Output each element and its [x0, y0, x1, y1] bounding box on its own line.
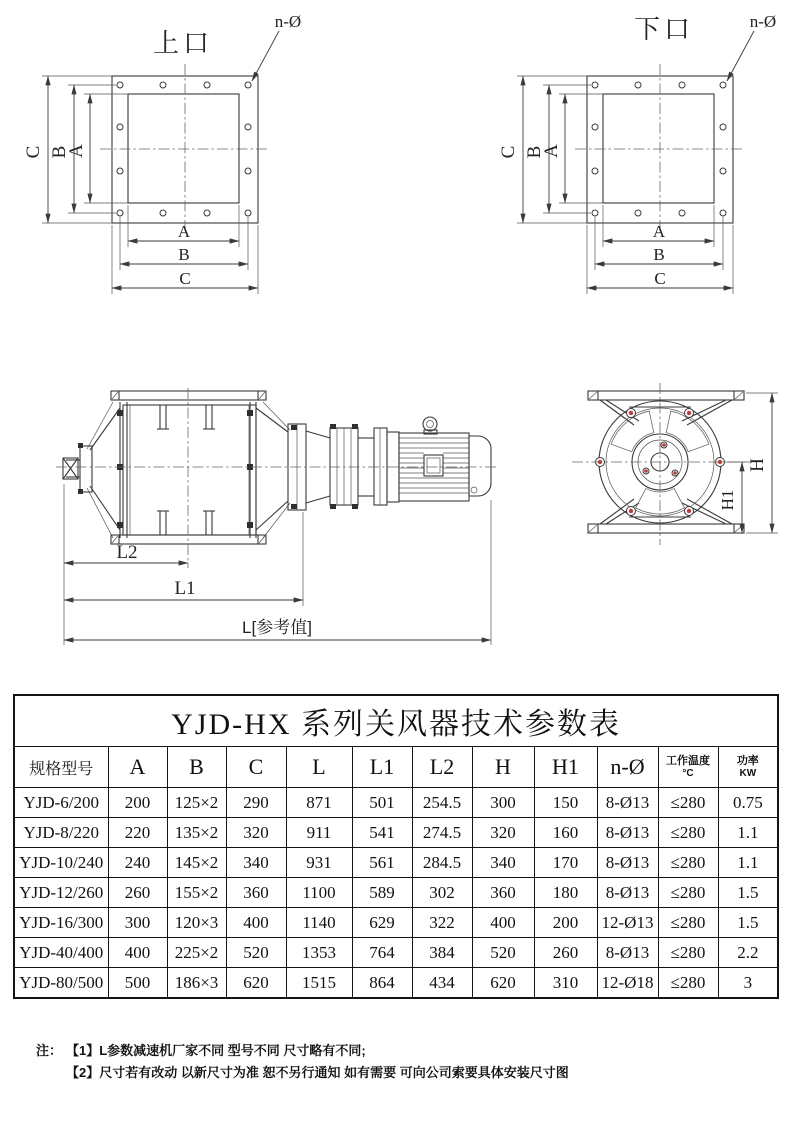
- value-cell: 310: [534, 968, 597, 999]
- value-cell: 225×2: [167, 938, 226, 968]
- value-cell: 764: [352, 938, 412, 968]
- table-title: YJD-HX 系列关风器技术参数表: [14, 695, 778, 747]
- notes: [36, 1040, 756, 1084]
- value-cell: 400: [472, 908, 534, 938]
- note-line-1: 【1】L参数减速机厂家不同 型号不同 尺寸略有不同;: [66, 1043, 366, 1058]
- model-cell: YJD-10/240: [14, 848, 108, 878]
- value-cell: 1140: [286, 908, 352, 938]
- value-cell: 1515: [286, 968, 352, 999]
- value-cell: 125×2: [167, 788, 226, 818]
- value-cell: 8-Ø13: [597, 878, 658, 908]
- value-cell: ≤280: [658, 818, 718, 848]
- value-cell: 1100: [286, 878, 352, 908]
- value-cell: 620: [226, 968, 286, 999]
- top-port-title: 上口: [152, 28, 214, 58]
- value-cell: 384: [412, 938, 472, 968]
- value-cell: 871: [286, 788, 352, 818]
- value-cell: ≤280: [658, 788, 718, 818]
- value-cell: 302: [412, 878, 472, 908]
- bottom-port-flange-view: [498, 12, 776, 294]
- value-cell: 8-Ø13: [597, 848, 658, 878]
- column-header: 规格型号: [14, 747, 108, 788]
- column-header: H: [472, 747, 534, 788]
- table-title-row: [14, 695, 778, 747]
- column-header: H1: [534, 747, 597, 788]
- value-cell: 561: [352, 848, 412, 878]
- column-header: A: [108, 747, 167, 788]
- value-cell: 200: [108, 788, 167, 818]
- body-ribs: [157, 405, 215, 535]
- value-cell: 1.5: [718, 878, 778, 908]
- value-cell: 8-Ø13: [597, 818, 658, 848]
- value-cell: 260: [108, 878, 167, 908]
- value-cell: 360: [472, 878, 534, 908]
- model-cell: YJD-6/200: [14, 788, 108, 818]
- value-cell: 340: [472, 848, 534, 878]
- value-cell: 3: [718, 968, 778, 999]
- model-cell: YJD-8/220: [14, 818, 108, 848]
- value-cell: 589: [352, 878, 412, 908]
- value-cell: 400: [226, 908, 286, 938]
- value-cell: 160: [534, 818, 597, 848]
- value-cell: 400: [108, 938, 167, 968]
- motor-fins: [399, 438, 469, 493]
- column-header: L2: [412, 747, 472, 788]
- dim-label-l1: L1: [174, 578, 196, 599]
- value-cell: 8-Ø13: [597, 788, 658, 818]
- value-cell: 1.5: [718, 908, 778, 938]
- value-cell: 240: [108, 848, 167, 878]
- bottom-port-title: 下口: [633, 14, 695, 44]
- value-cell: 170: [534, 848, 597, 878]
- value-cell: ≤280: [658, 938, 718, 968]
- value-cell: 180: [534, 878, 597, 908]
- model-cell: YJD-40/400: [14, 938, 108, 968]
- value-cell: 274.5: [412, 818, 472, 848]
- dim-label-h: H: [747, 458, 768, 472]
- spec-row: [14, 818, 778, 848]
- note-line-2: 【2】尺寸若有改动 以新尺寸为准 恕不另行通知 如有需要 可向公司索要具体安装尺寸图: [66, 1065, 569, 1080]
- value-cell: 200: [534, 908, 597, 938]
- value-cell: 12-Ø13: [597, 908, 658, 938]
- model-cell: YJD-80/500: [14, 968, 108, 999]
- value-cell: 320: [226, 818, 286, 848]
- value-cell: 500: [108, 968, 167, 999]
- model-cell: YJD-12/260: [14, 878, 108, 908]
- spec-row: [14, 938, 778, 968]
- spec-table-body: [14, 788, 778, 999]
- value-cell: 290: [226, 788, 286, 818]
- value-cell: 320: [472, 818, 534, 848]
- value-cell: 911: [286, 818, 352, 848]
- spec-row: [14, 908, 778, 938]
- value-cell: 155×2: [167, 878, 226, 908]
- column-header: n-Ø: [597, 747, 658, 788]
- column-header: L: [286, 747, 352, 788]
- column-header: C: [226, 747, 286, 788]
- spec-header-row: [14, 747, 778, 788]
- value-cell: ≤280: [658, 968, 718, 999]
- height-dimensions: [718, 393, 778, 533]
- value-cell: 300: [472, 788, 534, 818]
- spec-table: [13, 694, 779, 999]
- spec-row: [14, 788, 778, 818]
- value-cell: 931: [286, 848, 352, 878]
- column-header: 工作温度 °C: [658, 747, 718, 788]
- right-end-cover: [256, 402, 290, 538]
- value-cell: 322: [412, 908, 472, 938]
- dim-label-l2: L2: [116, 542, 138, 563]
- value-cell: 260: [534, 938, 597, 968]
- value-cell: 340: [226, 848, 286, 878]
- value-cell: 150: [534, 788, 597, 818]
- value-cell: 12-Ø18: [597, 968, 658, 999]
- notes-prefix: 注：: [36, 1043, 63, 1058]
- column-header: L1: [352, 747, 412, 788]
- value-cell: 1.1: [718, 848, 778, 878]
- spec-row: [14, 848, 778, 878]
- value-cell: 220: [108, 818, 167, 848]
- value-cell: 629: [352, 908, 412, 938]
- value-cell: 520: [472, 938, 534, 968]
- value-cell: 0.75: [718, 788, 778, 818]
- value-cell: 864: [352, 968, 412, 999]
- spec-row: [14, 968, 778, 999]
- column-header: 功率 KW: [718, 747, 778, 788]
- value-cell: 145×2: [167, 848, 226, 878]
- value-cell: 2.2: [718, 938, 778, 968]
- value-cell: 434: [412, 968, 472, 999]
- end-view: [572, 383, 778, 545]
- value-cell: 520: [226, 938, 286, 968]
- dim-label-h1: H1: [718, 489, 737, 511]
- value-cell: 254.5: [412, 788, 472, 818]
- gear-motor-assembly: [288, 417, 491, 510]
- value-cell: 501: [352, 788, 412, 818]
- dim-label-l-ref: L[参考值]: [242, 618, 312, 637]
- value-cell: 300: [108, 908, 167, 938]
- spec-row: [14, 878, 778, 908]
- spec-table-section: [13, 694, 779, 999]
- length-dimensions: [64, 484, 491, 645]
- column-header: B: [167, 747, 226, 788]
- value-cell: 360: [226, 878, 286, 908]
- value-cell: 135×2: [167, 818, 226, 848]
- value-cell: ≤280: [658, 848, 718, 878]
- value-cell: ≤280: [658, 878, 718, 908]
- value-cell: 186×3: [167, 968, 226, 999]
- model-cell: YJD-16/300: [14, 908, 108, 938]
- value-cell: 1353: [286, 938, 352, 968]
- value-cell: 620: [472, 968, 534, 999]
- side-view: [56, 388, 498, 645]
- value-cell: 120×3: [167, 908, 226, 938]
- value-cell: 8-Ø13: [597, 938, 658, 968]
- value-cell: 541: [352, 818, 412, 848]
- value-cell: ≤280: [658, 908, 718, 938]
- left-end-cover: [63, 402, 120, 538]
- value-cell: 284.5: [412, 848, 472, 878]
- notes-lines: [66, 1040, 569, 1084]
- value-cell: 1.1: [718, 818, 778, 848]
